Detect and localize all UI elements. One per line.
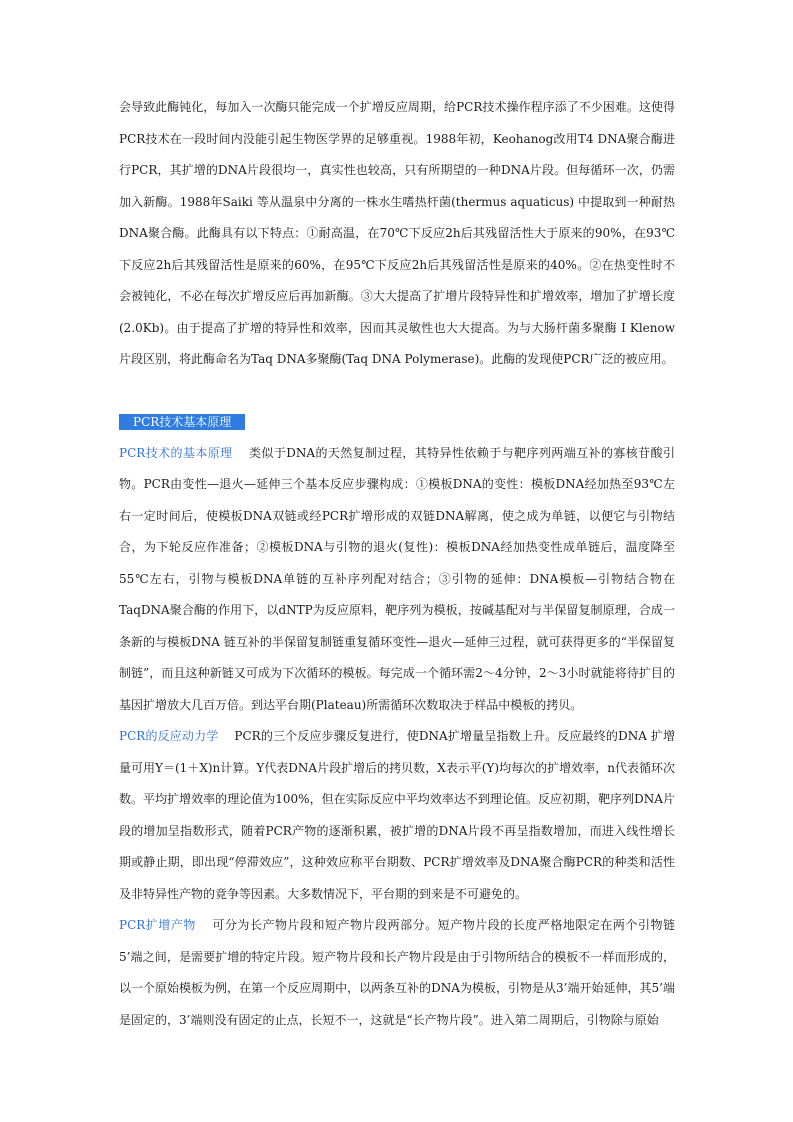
principle-paragraph: [119, 438, 675, 722]
section-heading-row: [119, 414, 675, 438]
document-page: [119, 92, 675, 1036]
products-text: 可分为长产物片段和短产物片段两部分。短产物片段的长度严格地限定在两个引物链5’端之间，是需要扩增的特定片段。短产物片段和长产物片段是由于引物所结合的模板不一样而形成的，以一个原始模板为例，在第一个反应周期中，以两条互补的DNA为模板，引物是从3’端开始延伸，其5’端是固定的，3’端则没有固定的止点，长短不一，这就是“长产物片段”。进入第二周期后，引物除与原始: [119, 918, 675, 1027]
products-term: PCR扩增产物: [119, 918, 196, 932]
kinetics-paragraph: [119, 721, 675, 910]
kinetics-term: PCR的反应动力学: [119, 729, 219, 743]
kinetics-text: PCR的三个反应步骤反复进行，使DNA扩增量呈指数上升。反应最终的DNA 扩增量可用Y＝(1＋X)n计算。Y代表DNA片段扩增后的拷贝数，X表示平(Y)均每次的扩增效率，n代表循环次数。平均扩增效率的理论值为100%，但在实际反应中平均效率达不到理论值。反应初期，靶序列DNA片段的增加呈指数形式，随着PCR产物的逐渐积累，被扩增的DNA片段不再呈指数增加，而进入线性增长期或静止期，即出现“停滞效应”，这种效应称平台期数、PCR扩增效率及DNA聚合酶PCR的种类和活性及非特异性产物的竟争等因素。大多数情况下，平台期的到来是不可避免的。: [119, 729, 675, 901]
section-spacer: [119, 376, 675, 414]
principle-text: 类似于DNA的天然复制过程，其特异性依赖于与靶序列两端互补的寡核苷酸引物。PCR由变性—退火—延伸三个基本反应步骤构成：①模板DNA的变性：模板DNA经加热至93℃左右一定时间后，使模板DNA双链或经PCR扩增形成的双链DNA解离，使之成为单链，以便它与引物结合，为下轮反应作准备；②模板DNA与引物的退火(复性)：模板DNA经加热变性成单链后，温度降至55℃左右，引物与模板DNA单链的互补序列配对结合；③引物的延伸：DNA模板—引物结合物在TaqDNA聚合酶的作用下，以dNTP为反应原料，靶序列为模板，按碱基配对与半保留复制原理，合成一条新的与模板DNA 链互补的半保留复制链重复循环变性—退火—延伸三过程，就可获得更多的“半保留复制链”，而且这种新链又可成为下次循环的模板。每完成一个循环需2～4分钟，2～3小时就能将待扩目的基因扩增放大几百万倍。到达平台期(Plateau)所需循环次数取决于样品中模板的拷贝。: [119, 445, 675, 712]
principle-term: PCR技术的基本原理: [119, 445, 233, 460]
products-paragraph: [119, 910, 675, 1036]
intro-paragraph: 会导致此酶钝化，每加入一次酶只能完成一个扩增反应周期，给PCR技术操作程序添了不少困难。这使得PCR技术在一段时间内没能引起生物医学界的足够重视。1988年初，Keohanog改用T4 DNA聚合酶进行PCR，其扩增的DNA片段很均一，真实性也较高，只有所期望的一种DNA片段。但每循环一次，仍需加入新酶。1988年Saiki 等从温泉中分离的一株水生嗜热杆菌(thermus aquaticus) 中提取到一种耐热DNA聚合酶。此酶具有以下特点：①耐高温，在70℃下反应2h后其残留活性大于原来的90%，在93℃下反应2h后其残留活性是原来的60%，在95℃下反应2h后其残留活性是原来的40%。②在热变性时不会被钝化，不必在每次扩增反应后再加新酶。③大大提高了扩增片段特异性和扩增效率，增加了扩增长度(2.0Kb)。由于提高了扩增的特异性和效率，因而其灵敏性也大大提高。为与大肠杆菌多聚酶 I Klenow片段区别，将此酶命名为Taq DNA多聚酶(Taq DNA Polymerase)。此酶的发现使PCR广泛的被应用。: [119, 100, 675, 366]
section-heading: PCR技术基本原理: [119, 414, 245, 430]
